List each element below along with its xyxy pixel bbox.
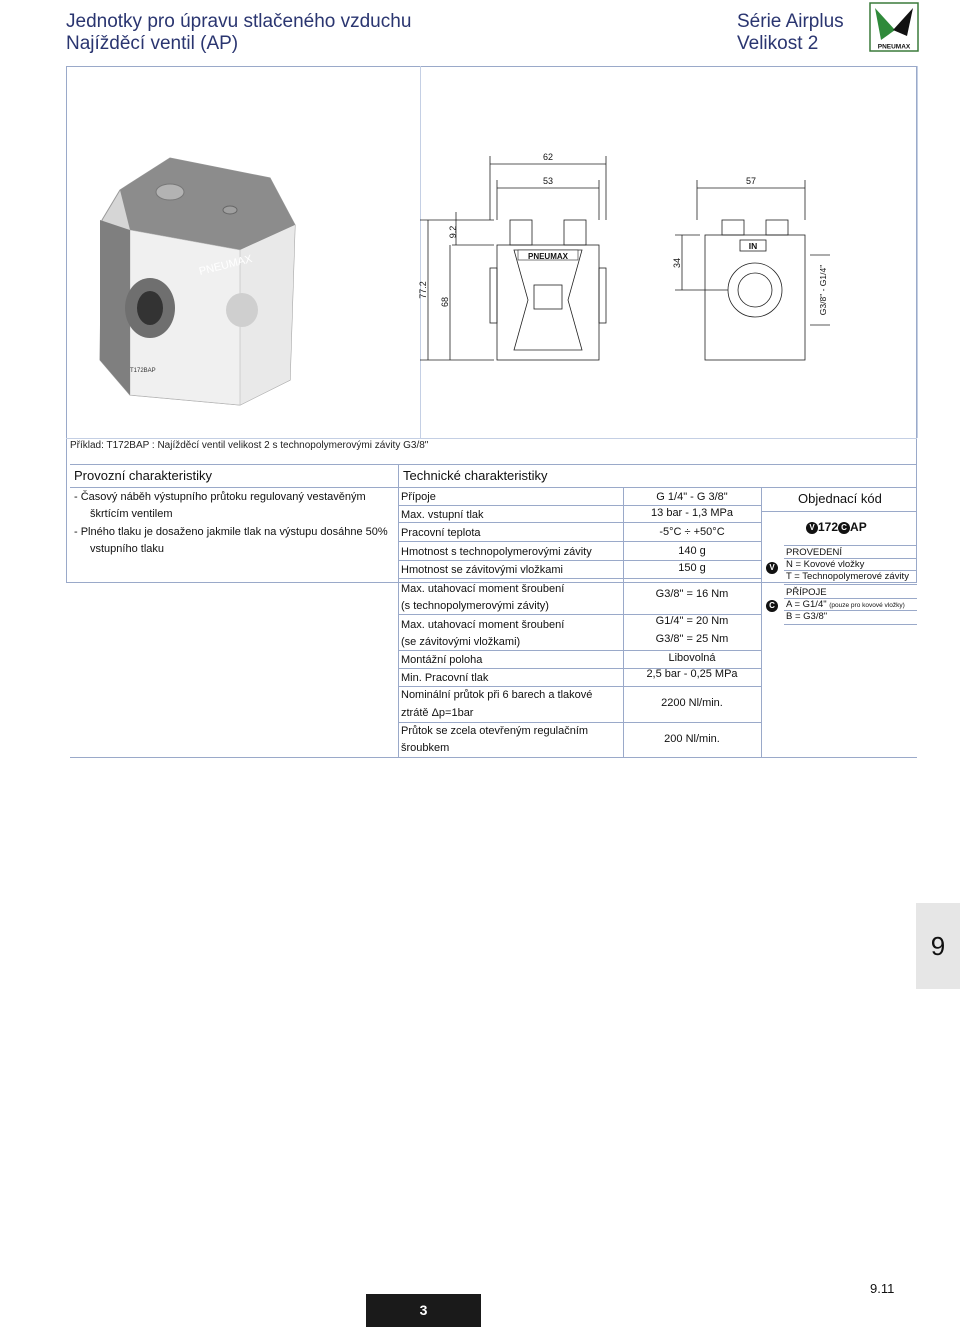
row-line bbox=[398, 505, 761, 506]
dim-68: 68 bbox=[440, 296, 450, 308]
proved-t: T = Technopolymerové závity bbox=[786, 571, 909, 582]
tech-value: G3/8" = 16 Nm bbox=[655, 588, 729, 600]
tech-label: Max. utahovací moment šroubení bbox=[401, 619, 565, 631]
tech-label: Min. Pracovní tlak bbox=[401, 672, 489, 684]
row-line bbox=[398, 522, 761, 523]
product-label: T172BAP bbox=[130, 368, 156, 374]
row-line bbox=[398, 541, 761, 542]
tech-value: 200 Nl/min. bbox=[664, 733, 720, 745]
tech-label: Max. vstupní tlak bbox=[401, 509, 484, 521]
operating-line-1: - Časový náběh výstupního průtoku regulovaný vestavěným bbox=[74, 491, 366, 503]
divider bbox=[398, 464, 399, 757]
order-badge-v: V bbox=[806, 522, 818, 534]
operating-title: Provozní charakteristiky bbox=[74, 468, 212, 483]
divider bbox=[70, 487, 917, 488]
divider bbox=[70, 757, 917, 758]
dim-57: 57 bbox=[745, 176, 757, 186]
tech-label: Max. utahovací moment šroubení bbox=[401, 583, 565, 595]
dim-77-2: 77.2 bbox=[418, 281, 428, 299]
order-code bbox=[806, 520, 867, 534]
tech-value-2: G3/8" = 25 Nm bbox=[655, 633, 729, 645]
tech-label: Hmotnost s technopolymerovými závity bbox=[401, 546, 592, 558]
proved-n: N = Kovové vložky bbox=[786, 559, 865, 570]
pripoje-a bbox=[786, 599, 905, 610]
series-info bbox=[737, 11, 844, 55]
divider bbox=[784, 584, 917, 585]
tech-label: Montážní poloha bbox=[401, 654, 483, 666]
proved-title: PROVEDENÍ bbox=[786, 547, 842, 558]
tech-value: G1/4" = 20 Nm bbox=[655, 615, 729, 627]
chapter-tab: 9 bbox=[916, 903, 960, 989]
tech-label-2: ztrátě Δp=1bar bbox=[401, 707, 474, 719]
tech-value: 2,5 bar - 0,25 MPa bbox=[646, 668, 738, 680]
pripoje-b: B = G3/8" bbox=[786, 611, 828, 622]
tech-label-2: (se závitovými vložkami) bbox=[401, 636, 521, 648]
operating-line-4: vstupního tlaku bbox=[90, 543, 164, 555]
tech-value: Libovolná bbox=[668, 652, 716, 664]
technical-drawing bbox=[410, 150, 840, 370]
tech-value: 2200 Nl/min. bbox=[661, 697, 723, 709]
pripoje-badge: C bbox=[766, 600, 778, 612]
tech-label: Pracovní teplota bbox=[401, 527, 481, 539]
title-line-2: Najížděcí ventil (AP) bbox=[66, 33, 239, 54]
row-line bbox=[398, 650, 761, 651]
divider bbox=[784, 545, 917, 546]
order-code-end: AP bbox=[850, 520, 867, 534]
tech-value: G 1/4" - G 3/8" bbox=[656, 491, 728, 503]
page-number: 9.11 bbox=[870, 1281, 895, 1296]
series-line-1: Série Airplus bbox=[737, 11, 844, 32]
dim-34: 34 bbox=[672, 257, 682, 269]
product-brand: PNEUMAX bbox=[197, 253, 254, 278]
tech-value: -5°C ÷ +50°C bbox=[659, 526, 725, 538]
proved-badge: V bbox=[766, 562, 778, 574]
tech-value: 13 bar - 1,3 MPa bbox=[651, 507, 733, 519]
page-box: 3 bbox=[366, 1294, 481, 1327]
operating-line-2: škrtícím ventilem bbox=[90, 508, 173, 520]
dim-53: 53 bbox=[542, 176, 554, 186]
row-line bbox=[398, 578, 761, 579]
tech-label: Nominální průtok při 6 barech a tlakové bbox=[401, 689, 593, 701]
row-line bbox=[398, 560, 761, 561]
tech-label: Hmotnost se závitovými vložkami bbox=[401, 564, 563, 576]
row-line bbox=[398, 722, 761, 723]
pripoje-a-text: A = G1/4" bbox=[786, 599, 827, 610]
dim-62: 62 bbox=[542, 152, 554, 162]
divider bbox=[784, 624, 917, 625]
tech-label-2: šroubkem bbox=[401, 742, 450, 754]
tech-label: Přípoje bbox=[401, 491, 436, 503]
pripoje-title: PŘÍPOJE bbox=[786, 587, 827, 598]
guide-line bbox=[917, 66, 918, 438]
operating-line-3: - Plného tlaku je dosaženo jakmile tlak na výstupu dosáhne 50% bbox=[74, 526, 388, 538]
pneumax-logo bbox=[869, 2, 919, 52]
dim-9-2: 9.2 bbox=[448, 225, 458, 239]
series-line-2: Velikost 2 bbox=[737, 33, 819, 54]
tech-value: 150 g bbox=[678, 562, 706, 574]
divider bbox=[761, 511, 917, 512]
pripoje-a-note: (pouze pro kovové vložky) bbox=[829, 602, 905, 609]
row-line bbox=[398, 686, 761, 687]
tech-value: 140 g bbox=[678, 545, 706, 557]
example-caption: Příklad: T172BAP : Najížděcí ventil velikost 2 s technopolymerovými závity G3/8" bbox=[70, 440, 429, 451]
order-badge-c: C bbox=[838, 522, 850, 534]
technical-title: Technické charakteristiky bbox=[403, 468, 548, 483]
order-code-mid: 172 bbox=[818, 520, 839, 534]
divider bbox=[70, 464, 917, 465]
logo-text: PNEUMAX bbox=[877, 43, 911, 51]
thread-dim: G3/8" - G1/4" bbox=[818, 264, 828, 316]
tech-label-2: (s technopolymerovými závity) bbox=[401, 600, 549, 612]
divider bbox=[66, 438, 917, 439]
tech-label: Průtok se zcela otevřeným regulačním bbox=[401, 725, 589, 737]
product-image bbox=[90, 150, 300, 410]
document-title bbox=[66, 11, 411, 55]
title-line-1: Jednotky pro úpravu stlačeného vzduchu bbox=[66, 11, 412, 32]
divider bbox=[761, 487, 762, 757]
drawing-brand: PNEUMAX bbox=[527, 252, 569, 261]
in-label: IN bbox=[748, 241, 758, 251]
order-code-title: Objednací kód bbox=[798, 491, 882, 506]
